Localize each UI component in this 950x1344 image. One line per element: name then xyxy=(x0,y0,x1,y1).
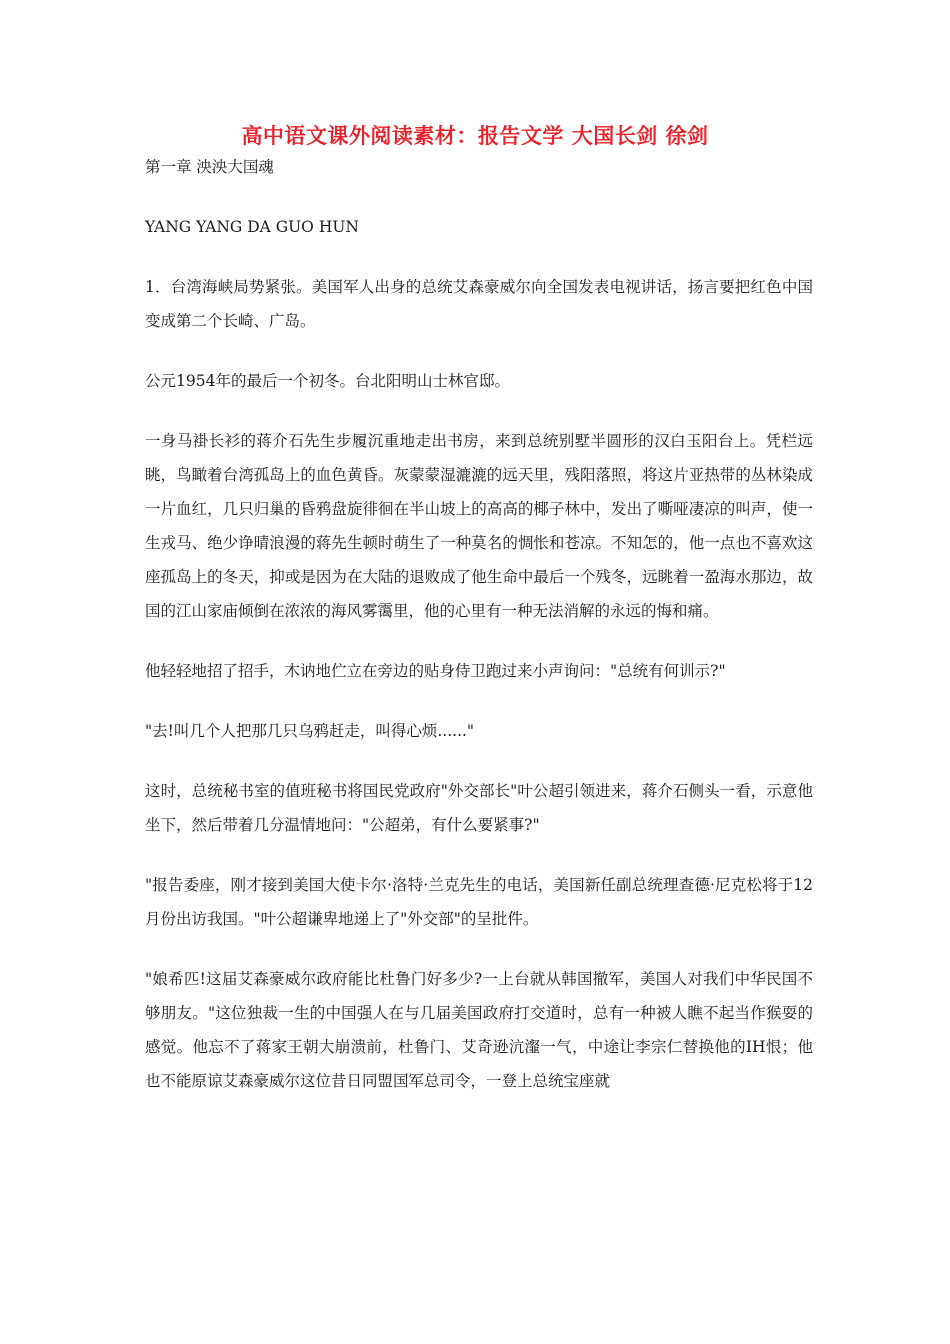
document-body xyxy=(145,150,813,1124)
paragraph: "去!叫几个人把那几只乌鸦赶走，叫得心烦......" xyxy=(145,722,475,740)
chapter-heading: 第一章 泱泱大国魂 xyxy=(145,158,274,176)
paragraph: 1．台湾海峡局势紧张。美国军人出身的总统艾森豪威尔向全国发表电视讲话，扬言要把红色中国变成第二个长崎、广岛。 xyxy=(145,278,813,330)
paragraph: 一身马褂长衫的蒋介石先生步履沉重地走出书房，来到总统别墅半圆形的汉白玉阳台上。凭栏远眺，鸟瞰着台湾孤岛上的血色黄昏。灰蒙蒙湿漉漉的远天里，残阳落照，将这片亚热带的丛林染成一片血红，几只归巢的昏鸦盘旋徘徊在半山坡上的高高的椰子林中，发出了嘶哑凄凉的叫声，使一生戎马、绝少诤晴浪漫的蒋先生顿时萌生了一种莫名的惆怅和苍凉。不知怎的，他一点也不喜欢这座孤岛上的冬天，抑或是因为在大陆的退败成了他生命中最后一个残冬，远眺着一盈海水那边，故国的江山家庙倾倒在浓浓的海风雾霭里，他的心里有一种无法消解的永远的悔和痛。 xyxy=(145,432,813,620)
paragraph: 他轻轻地招了招手，木讷地伫立在旁边的贴身侍卫跑过来小声询问："总统有何训示?" xyxy=(145,662,726,680)
paragraph: "报告委座，刚才接到美国大使卡尔·洛特·兰克先生的电话，美国新任副总统理查德·尼克松将于12月份出访我国。"叶公超谦卑地递上了"外交部"的呈批件。 xyxy=(145,876,813,928)
paragraph: "娘希匹!这届艾森豪威尔政府能比杜鲁门好多少?一上台就从韩国撤军，美国人对我们中华民国不够朋友。"这位独裁一生的中国强人在与几届美国政府打交道时，总有一种被人瞧不起当作猴耍的感觉。他忘不了蒋家王朝大崩溃前，杜鲁门、艾奇逊沆瀣一气，中途让李宗仁替换他的IH恨；他也不能原谅艾森豪威尔这位昔日同盟国军总司令，一登上总统宝座就 xyxy=(145,970,813,1090)
paragraph: 这时，总统秘书室的值班秘书将国民党政府"外交部长"叶公超引领进来，蒋介石侧头一看，示意他坐下，然后带着几分温情地问："公超弟，有什么要紧事?" xyxy=(145,782,813,834)
document-title: 高中语文课外阅读素材：报告文学 大国长剑 徐剑 xyxy=(241,124,709,148)
paragraph: 公元1954年的最后一个初冬。台北阳明山士林官邸。 xyxy=(145,372,510,390)
chapter-pinyin: YANG YANG DA GUO HUN xyxy=(145,218,359,236)
